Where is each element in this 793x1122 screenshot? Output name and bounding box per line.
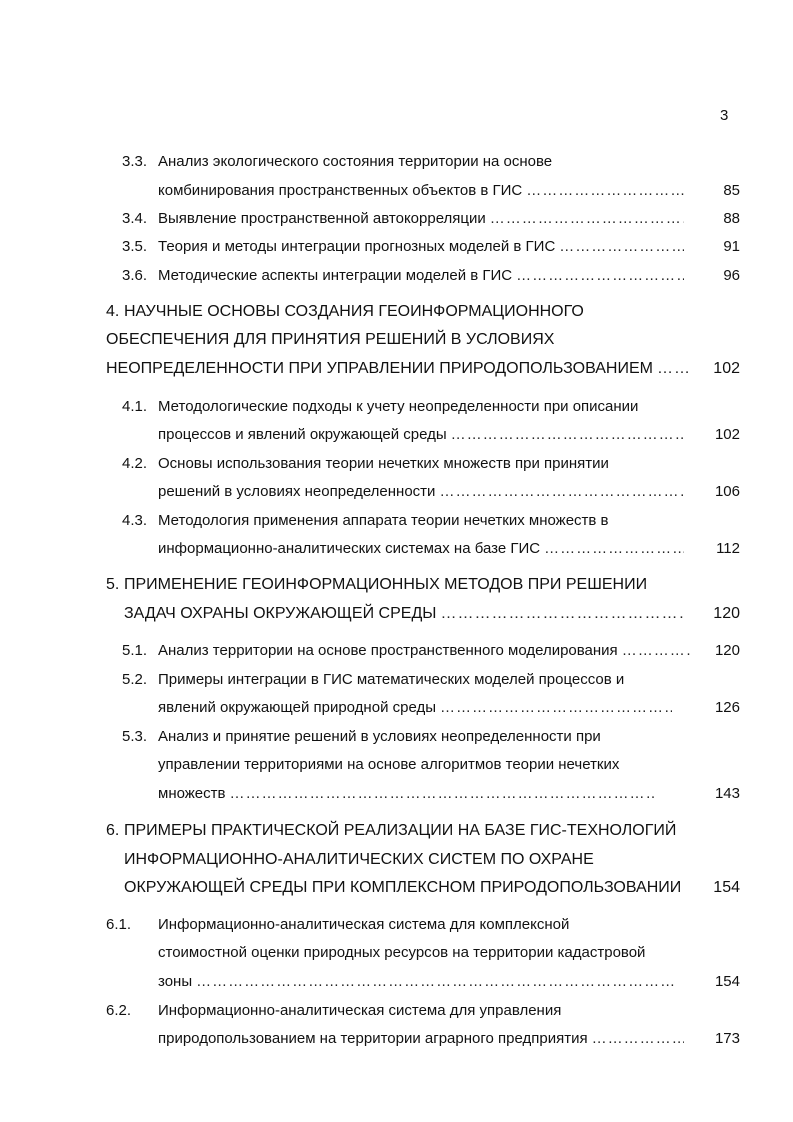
toc-entry-number: 3.4. bbox=[122, 210, 148, 227]
toc-chapter-title: НАУЧНЫЕ ОСНОВЫ СОЗДАНИЯ ГЕОИНФОРМАЦИОННОГО bbox=[124, 303, 584, 320]
toc-chapter-title: ОБЕСПЕЧЕНИЯ ДЛЯ ПРИНЯТИЯ РЕШЕНИЙ В УСЛОВИЯХ bbox=[106, 331, 555, 348]
toc-entry-text: Методология применения аппарата теории нечетких множеств в bbox=[158, 512, 609, 529]
toc-entry-text: множеств bbox=[158, 785, 226, 802]
toc-entry-text: Основы использования теории нечетких множеств при принятии bbox=[158, 455, 609, 472]
dot-leader bbox=[622, 642, 692, 660]
toc-entry-text: Выявление пространственной автокорреляции bbox=[158, 210, 486, 227]
toc-entry-text: Примеры интеграции в ГИС математических моделей процессов и bbox=[158, 671, 625, 688]
toc-entry-text: Теория и методы интеграции прогнозных моделей в ГИС bbox=[158, 238, 556, 255]
toc-entry-text: Методологические подходы к учету неопределенности при описании bbox=[158, 398, 639, 415]
toc-entry-text: Информационно-аналитическая система для управления bbox=[158, 1002, 562, 1019]
toc-entry-page: 106 bbox=[714, 483, 740, 500]
toc-chapter-number: 5. bbox=[106, 576, 120, 593]
toc-entry-page: 88 bbox=[723, 210, 740, 227]
toc-chapter-title: ОКРУЖАЮЩЕЙ СРЕДЫ ПРИ КОМПЛЕКСНОМ ПРИРОДОПОЛЬЗОВАНИИ bbox=[124, 879, 682, 896]
toc-entry-number: 6.2. bbox=[106, 1002, 132, 1019]
dot-leader bbox=[544, 540, 684, 558]
page-number: 3 bbox=[720, 107, 729, 124]
toc-chapter-number: 6. bbox=[106, 822, 120, 839]
toc-entry-text: Информационно-аналитическая система для комплексной bbox=[158, 916, 570, 933]
dot-leader bbox=[516, 267, 684, 285]
toc-entry-text: природопользованием на территории аграрного предприятия bbox=[158, 1030, 588, 1047]
dot-leader bbox=[657, 360, 692, 378]
toc-entry-page: 154 bbox=[713, 879, 740, 896]
dot-leader bbox=[440, 699, 672, 717]
toc-entry-number: 4.1. bbox=[122, 398, 148, 415]
dot-leader bbox=[592, 1030, 684, 1048]
toc-entry-page: 120 bbox=[714, 642, 740, 659]
toc-chapter-title: ПРИМЕНЕНИЕ ГЕОИНФОРМАЦИОННЫХ МЕТОДОВ ПРИ РЕШЕНИИ bbox=[124, 576, 648, 593]
toc-entry-text: Методические аспекты интеграции моделей в ГИС bbox=[158, 267, 513, 284]
toc-entry-page: 102 bbox=[713, 360, 740, 377]
toc-entry-number: 5.3. bbox=[122, 728, 148, 745]
toc-entry-number: 4.3. bbox=[122, 512, 148, 529]
toc-entry-text: управлении территориями на основе алгоритмов теории нечетких bbox=[158, 756, 620, 773]
toc-chapter-title: ПРИМЕРЫ ПРАКТИЧЕСКОЙ РЕАЛИЗАЦИИ НА БАЗЕ ГИС-ТЕХНОЛОГИЙ bbox=[124, 822, 677, 839]
toc-entry-text: информационно-аналитических системах на базе ГИС bbox=[158, 540, 541, 557]
dot-leader bbox=[439, 483, 684, 501]
dot-leader bbox=[490, 210, 684, 228]
toc-entry-page: 102 bbox=[714, 426, 740, 443]
toc-entry-number: 3.3. bbox=[122, 153, 148, 170]
toc-entry-text: процессов и явлений окружающей среды bbox=[158, 426, 447, 443]
toc-entry-number: 3.6. bbox=[122, 267, 148, 284]
dot-leader bbox=[526, 182, 684, 200]
toc-entry-number: 4.2. bbox=[122, 455, 148, 472]
toc-entry-text: Анализ экологического состояния территории на основе bbox=[158, 153, 553, 170]
toc-entry-page: 154 bbox=[714, 973, 740, 990]
toc-entry-number: 5.1. bbox=[122, 642, 148, 659]
toc-entry-text: Анализ территории на основе пространственного моделирования bbox=[158, 642, 618, 659]
toc-entry-page: 85 bbox=[723, 182, 740, 199]
dot-leader bbox=[451, 426, 684, 444]
dot-leader bbox=[559, 238, 684, 256]
toc-entry-page: 96 bbox=[723, 267, 740, 284]
toc-entry-text: зоны bbox=[158, 973, 193, 990]
toc-entry-page: 120 bbox=[713, 605, 740, 622]
toc-entry-page: 126 bbox=[714, 699, 740, 716]
toc-entry-text: Анализ и принятие решений в условиях неопределенности при bbox=[158, 728, 601, 745]
toc-entry-number: 5.2. bbox=[122, 671, 148, 688]
toc-entry-number: 6.1. bbox=[106, 916, 132, 933]
dot-leader bbox=[440, 605, 684, 623]
toc-entry-text: комбинирования пространственных объектов в ГИС bbox=[158, 182, 523, 199]
toc-chapter-number: 4. bbox=[106, 303, 120, 320]
toc-entry-text: стоимостной оценки природных ресурсов на территории кадастровой bbox=[158, 944, 646, 961]
toc-entry-number: 3.5. bbox=[122, 238, 148, 255]
toc-chapter-title: ЗАДАЧ ОХРАНЫ ОКРУЖАЮЩЕЙ СРЕДЫ bbox=[124, 605, 437, 622]
toc-entry-page: 143 bbox=[714, 785, 740, 802]
dot-leader bbox=[196, 973, 676, 991]
toc-entry-text: решений в условиях неопределенности bbox=[158, 483, 436, 500]
toc-chapter-title: НЕОПРЕДЕЛЕННОСТИ ПРИ УПРАВЛЕНИИ ПРИРОДОПОЛЬЗОВАНИЕМ bbox=[106, 360, 653, 377]
toc-entry-page: 173 bbox=[714, 1030, 740, 1047]
toc-entry-page: 91 bbox=[723, 238, 740, 255]
toc-chapter-title: ИНФОРМАЦИОННО-АНАЛИТИЧЕСКИХ СИСТЕМ ПО ОХРАНЕ bbox=[124, 851, 594, 868]
toc-entry-page: 112 bbox=[716, 540, 740, 557]
dot-leader bbox=[230, 785, 657, 803]
toc-entry-text: явлений окружающей природной среды bbox=[158, 699, 436, 716]
